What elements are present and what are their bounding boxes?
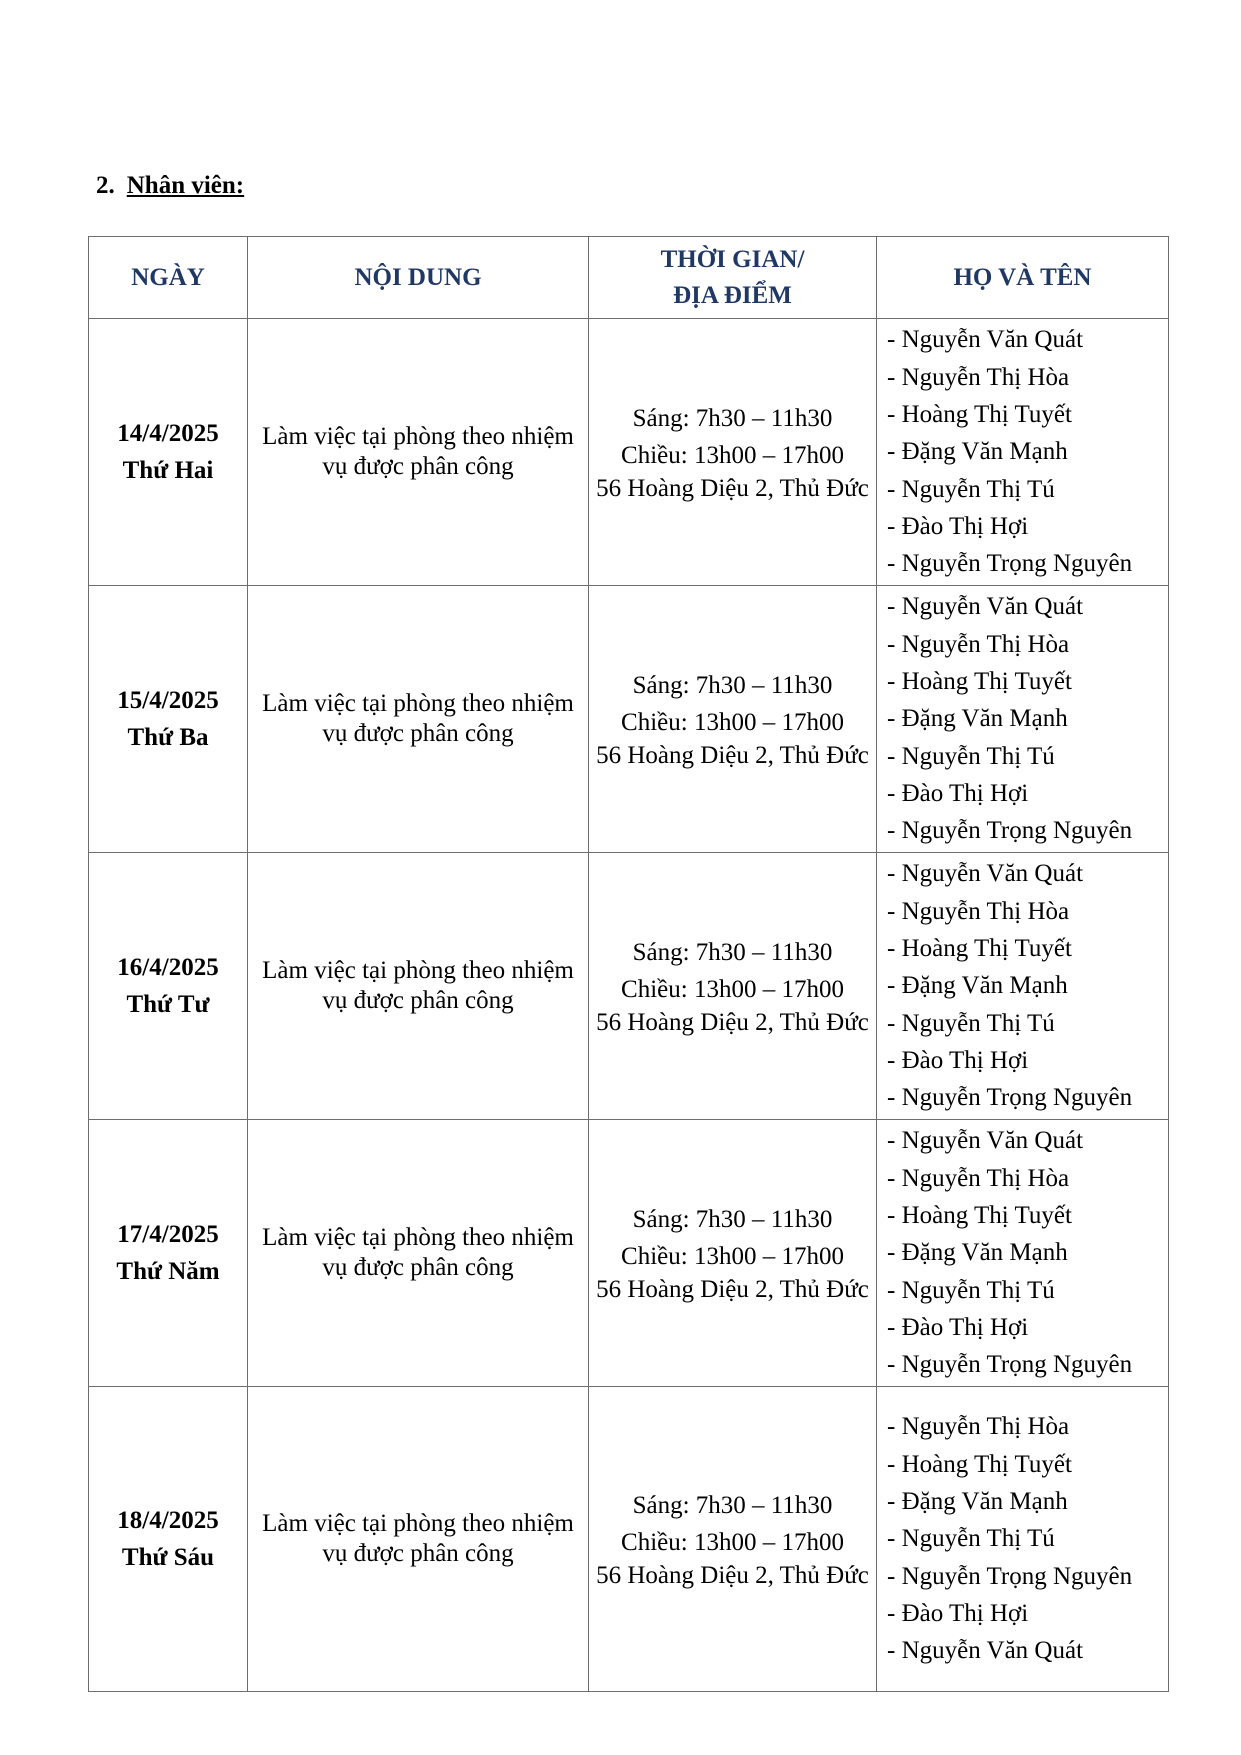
table-row bbox=[89, 853, 1169, 1120]
staff-name: - Nguyễn Thị Hòa bbox=[887, 897, 1070, 925]
header-date: NGÀY bbox=[89, 237, 248, 319]
weekday-value: Thứ Ba bbox=[127, 724, 209, 751]
staff-name: - Đào Thị Hợi bbox=[887, 779, 1029, 807]
staff-name: - Nguyễn Văn Quát bbox=[887, 860, 1084, 888]
header-content: NỘI DUNG bbox=[248, 237, 589, 319]
staff-name: - Nguyễn Văn Quát bbox=[887, 1127, 1084, 1155]
section-heading bbox=[96, 172, 244, 200]
content-value: Làm việc tại phòng theo nhiệm vụ được phân công bbox=[262, 1224, 574, 1281]
afternoon-time: Chiều: 13h00 – 17h00 bbox=[621, 1243, 844, 1270]
table-header-row bbox=[89, 237, 1169, 319]
staff-name: - Hoàng Thị Tuyết bbox=[887, 1202, 1072, 1230]
staff-name: - Nguyễn Thị Tú bbox=[887, 1276, 1055, 1304]
morning-time: Sáng: 7h30 – 11h30 bbox=[632, 1206, 833, 1233]
date-cell bbox=[89, 1387, 248, 1692]
date-cell bbox=[89, 1120, 248, 1387]
staff-name: - Nguyễn Trọng Nguyên bbox=[887, 817, 1133, 845]
staff-name: - Nguyễn Thị Hòa bbox=[887, 630, 1070, 658]
table-row bbox=[89, 586, 1169, 853]
weekday-value: Thứ Hai bbox=[122, 457, 214, 484]
staff-name: - Đặng Văn Mạnh bbox=[887, 1488, 1068, 1516]
date-cell bbox=[89, 319, 248, 586]
content-cell bbox=[248, 586, 589, 853]
names-cell bbox=[877, 1387, 1169, 1692]
staff-name: - Nguyễn Thị Hòa bbox=[887, 1413, 1070, 1441]
section-number: 2. bbox=[96, 172, 115, 199]
date-value: 18/4/2025 bbox=[117, 1507, 219, 1534]
names-cell bbox=[877, 1120, 1169, 1387]
afternoon-time: Chiều: 13h00 – 17h00 bbox=[621, 709, 844, 736]
morning-time: Sáng: 7h30 – 11h30 bbox=[632, 939, 833, 966]
section-title: Nhân viên: bbox=[126, 172, 245, 199]
time-location-cell bbox=[589, 1120, 877, 1387]
staff-name: - Hoàng Thị Tuyết bbox=[887, 935, 1072, 963]
location: 56 Hoàng Diệu 2, Thủ Đức bbox=[596, 475, 869, 502]
content-cell bbox=[248, 319, 589, 586]
content-value: Làm việc tại phòng theo nhiệm vụ được phân công bbox=[262, 957, 574, 1014]
staff-name: - Đào Thị Hợi bbox=[887, 512, 1029, 540]
staff-name: - Nguyễn Thị Hòa bbox=[887, 1164, 1070, 1192]
content-value: Làm việc tại phòng theo nhiệm vụ được phân công bbox=[262, 690, 574, 747]
date-value: 15/4/2025 bbox=[117, 687, 219, 714]
content-value: Làm việc tại phòng theo nhiệm vụ được phân công bbox=[262, 423, 574, 480]
header-time-line1: THỜI GIAN/ bbox=[660, 245, 805, 273]
staff-name: - Đặng Văn Mạnh bbox=[887, 438, 1068, 466]
time-location-cell bbox=[589, 853, 877, 1120]
content-cell bbox=[248, 1387, 589, 1692]
staff-name: - Nguyễn Trọng Nguyên bbox=[887, 550, 1133, 578]
header-time-line2: ĐỊA ĐIỂM bbox=[673, 281, 792, 309]
staff-name: - Nguyễn Trọng Nguyên bbox=[887, 1562, 1133, 1590]
table-row bbox=[89, 1387, 1169, 1692]
staff-name: - Đặng Văn Mạnh bbox=[887, 705, 1068, 733]
header-time-location bbox=[589, 237, 877, 319]
morning-time: Sáng: 7h30 – 11h30 bbox=[632, 672, 833, 699]
afternoon-time: Chiều: 13h00 – 17h00 bbox=[621, 442, 844, 469]
date-value: 16/4/2025 bbox=[117, 954, 219, 981]
staff-name: - Nguyễn Thị Tú bbox=[887, 742, 1055, 770]
staff-name: - Đào Thị Hợi bbox=[887, 1599, 1029, 1627]
staff-name: - Nguyễn Văn Quát bbox=[887, 1637, 1084, 1665]
weekday-value: Thứ Sáu bbox=[121, 1544, 215, 1571]
date-value: 17/4/2025 bbox=[117, 1221, 219, 1248]
time-location-cell bbox=[589, 586, 877, 853]
location: 56 Hoàng Diệu 2, Thủ Đức bbox=[596, 1276, 869, 1303]
morning-time: Sáng: 7h30 – 11h30 bbox=[632, 405, 833, 432]
staff-name: - Đào Thị Hợi bbox=[887, 1313, 1029, 1341]
header-names: HỌ VÀ TÊN bbox=[877, 237, 1169, 319]
morning-time: Sáng: 7h30 – 11h30 bbox=[632, 1492, 833, 1519]
location: 56 Hoàng Diệu 2, Thủ Đức bbox=[596, 1562, 869, 1589]
location: 56 Hoàng Diệu 2, Thủ Đức bbox=[596, 742, 869, 769]
staff-name: - Nguyễn Văn Quát bbox=[887, 593, 1084, 621]
staff-name: - Đặng Văn Mạnh bbox=[887, 972, 1068, 1000]
weekday-value: Thứ Năm bbox=[116, 1258, 220, 1285]
content-value: Làm việc tại phòng theo nhiệm vụ được phân công bbox=[262, 1510, 574, 1567]
staff-name: - Nguyễn Thị Tú bbox=[887, 1009, 1055, 1037]
staff-name: - Nguyễn Thị Tú bbox=[887, 475, 1055, 503]
content-cell bbox=[248, 1120, 589, 1387]
weekday-value: Thứ Tư bbox=[126, 991, 210, 1018]
date-cell bbox=[89, 586, 248, 853]
staff-name: - Nguyễn Trọng Nguyên bbox=[887, 1351, 1133, 1379]
names-cell bbox=[877, 853, 1169, 1120]
date-value: 14/4/2025 bbox=[117, 420, 219, 447]
schedule-table bbox=[88, 236, 1169, 1692]
staff-name: - Nguyễn Trọng Nguyên bbox=[887, 1084, 1133, 1112]
names-cell bbox=[877, 319, 1169, 586]
staff-name: - Nguyễn Văn Quát bbox=[887, 326, 1084, 354]
afternoon-time: Chiều: 13h00 – 17h00 bbox=[621, 976, 844, 1003]
location: 56 Hoàng Diệu 2, Thủ Đức bbox=[596, 1009, 869, 1036]
table-row bbox=[89, 319, 1169, 586]
time-location-cell bbox=[589, 319, 877, 586]
names-cell bbox=[877, 586, 1169, 853]
staff-name: - Nguyễn Thị Hòa bbox=[887, 363, 1070, 391]
staff-name: - Hoàng Thị Tuyết bbox=[887, 401, 1072, 429]
table-row bbox=[89, 1120, 1169, 1387]
staff-name: - Đặng Văn Mạnh bbox=[887, 1239, 1068, 1267]
time-location-cell bbox=[589, 1387, 877, 1692]
staff-name: - Hoàng Thị Tuyết bbox=[887, 1450, 1072, 1478]
staff-name: - Nguyễn Thị Tú bbox=[887, 1525, 1055, 1553]
staff-name: - Hoàng Thị Tuyết bbox=[887, 668, 1072, 696]
staff-name: - Đào Thị Hợi bbox=[887, 1046, 1029, 1074]
date-cell bbox=[89, 853, 248, 1120]
afternoon-time: Chiều: 13h00 – 17h00 bbox=[621, 1529, 844, 1556]
content-cell bbox=[248, 853, 589, 1120]
